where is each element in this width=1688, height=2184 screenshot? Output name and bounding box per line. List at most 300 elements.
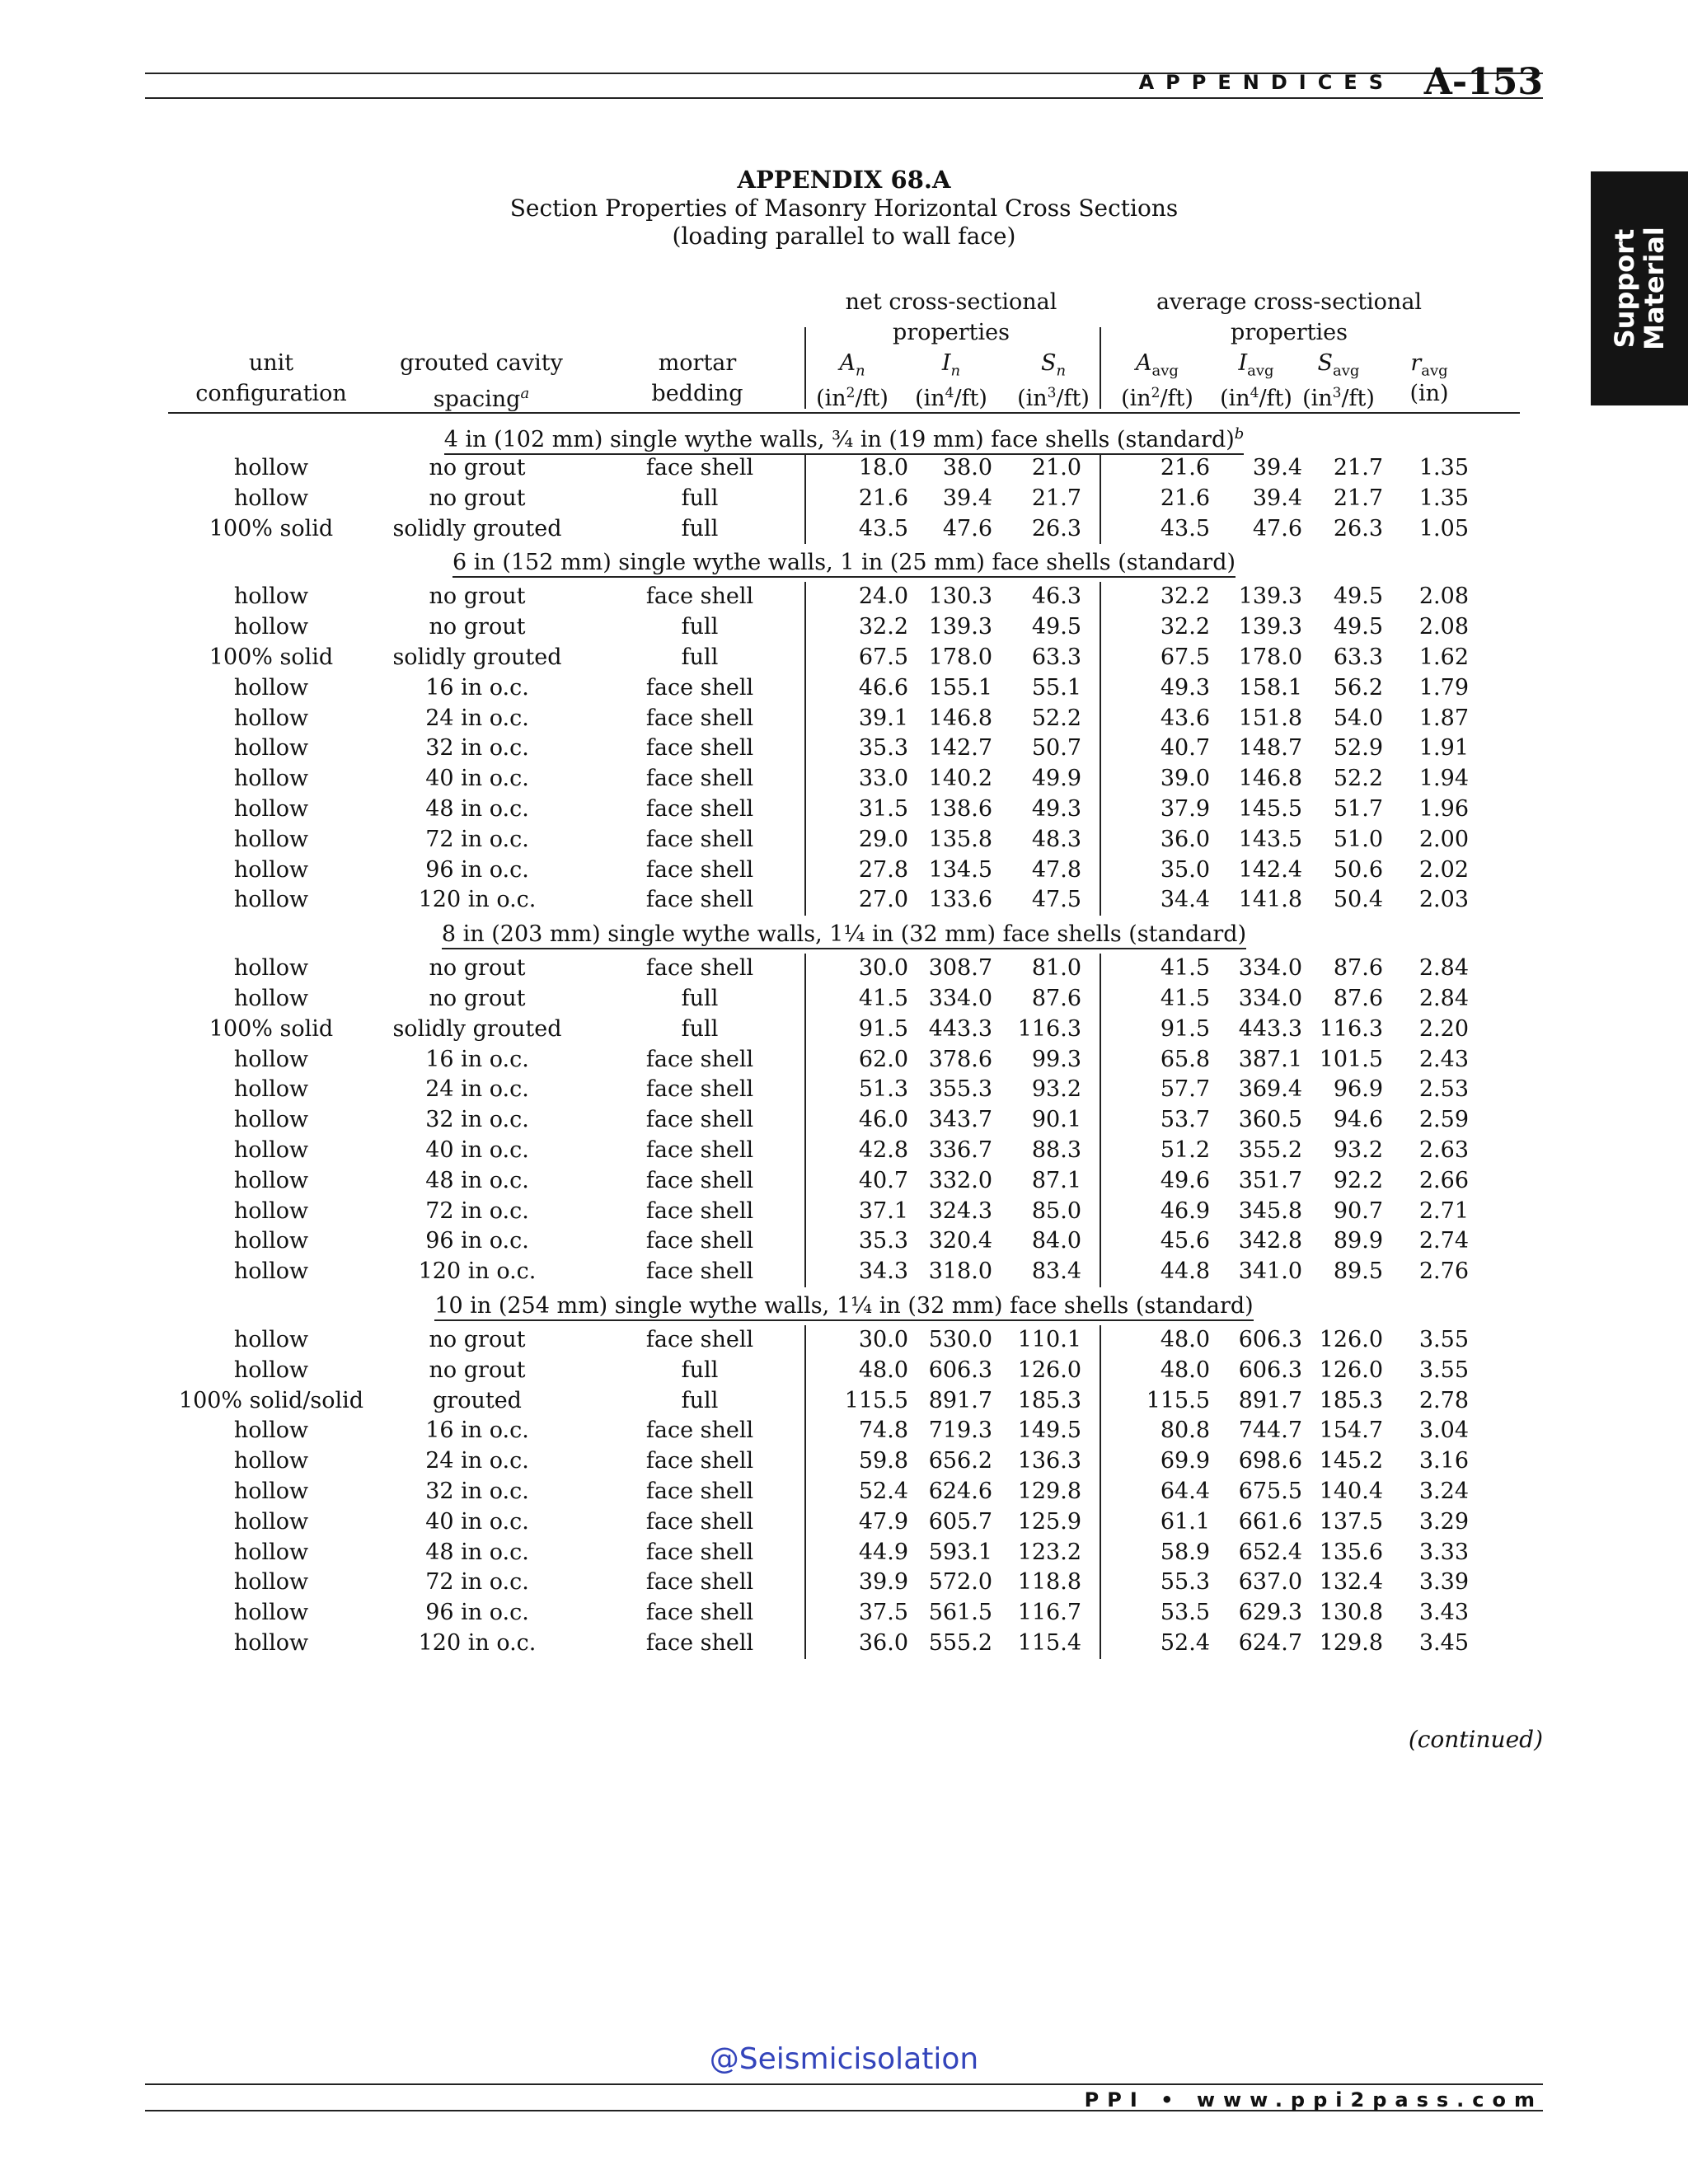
table-cell: 48.0 [858,1357,908,1383]
table-cell: 605.7 [928,1508,992,1535]
table-cell: 3.04 [1418,1418,1469,1444]
table-cell: 139.3 [928,614,992,640]
column-divider [1100,378,1101,409]
appendix-title: APPENDIX 68.A [737,166,951,194]
col-header-ravg: $r_{avg}$ [1410,350,1448,380]
table-cell: 2.03 [1418,887,1469,913]
col-header-Aavg: $(in^2/ft)$ [1121,385,1193,411]
table-cell: full [681,644,719,670]
table-cell: 345.8 [1238,1197,1302,1224]
table-cell: face shell [645,1508,754,1535]
table-cell: 63.3 [1333,644,1383,670]
table-cell: 100% solid/solid [178,1387,364,1413]
table-cell: 41.5 [1160,955,1210,982]
table-cell: 146.8 [928,705,992,731]
bottom-rule-1 [145,2083,1543,2085]
table-row [168,1166,1520,1197]
table-cell: 87.6 [1333,985,1383,1011]
table-cell: 158.1 [1238,674,1302,701]
table-cell: 50.6 [1333,856,1383,883]
column-divider [1100,453,1101,544]
table-cell: 49.3 [1160,674,1210,701]
table-cell: 530.0 [928,1326,992,1352]
table-cell: 891.7 [928,1387,992,1413]
table-cell: 57.7 [1160,1076,1210,1103]
table-cell: face shell [645,955,754,982]
table-cell: hollow [233,1600,309,1626]
table-cell: face shell [645,1046,754,1072]
table-row [168,1416,1520,1446]
column-divider [804,348,806,378]
table-cell: 606.3 [1238,1357,1302,1383]
table-cell: 661.6 [1238,1508,1302,1535]
table-cell: 41.5 [858,985,908,1011]
table-cell: 51.0 [1333,826,1383,852]
table-cell: 115.5 [844,1387,908,1413]
table-cell: face shell [645,1600,754,1626]
table-cell: 135.6 [1319,1539,1383,1565]
table-cell: 1.62 [1418,644,1469,670]
table-row [168,794,1520,825]
table-cell: 48.0 [1160,1326,1210,1352]
section-rows [168,1325,1520,1659]
table-cell: 1.87 [1418,705,1469,731]
table-cell: hollow [233,485,309,511]
table-cell: 100% solid [209,515,334,541]
page-footer: PPI • www.ppi2pass.com [1084,2088,1543,2111]
table-row [168,1538,1520,1568]
table-cell: hollow [233,826,309,852]
table-cell: 44.8 [1160,1258,1210,1285]
table-cell: full [681,485,719,511]
table-cell: face shell [645,766,754,792]
table-cell: 89.9 [1333,1228,1383,1254]
table-cell: face shell [645,1629,754,1656]
table-cell: face shell [645,1197,754,1224]
table-cell: 94.6 [1333,1107,1383,1133]
table-cell: hollow [233,614,309,640]
table-cell: 64.4 [1160,1478,1210,1504]
column-divider [1100,1325,1101,1659]
table-cell: hollow [233,1448,309,1474]
col-header-mortar: mortar [658,350,737,376]
table-cell: 2.71 [1418,1197,1469,1224]
table-cell: 55.1 [1031,674,1081,701]
footnote-marker: a [520,385,530,402]
table-cell: 698.6 [1238,1448,1302,1474]
section-heading: 10 in (254 mm) single wythe walls, 1¼ in (32 mm) face shells (standard) [168,1287,1520,1325]
table-cell: 116.7 [1017,1600,1081,1626]
table-cell: 656.2 [928,1448,992,1474]
table-cell: 24 in o.c. [425,1448,529,1474]
table-cell: 26.3 [1333,515,1383,541]
table-cell: 2.84 [1418,955,1469,982]
table-cell: 49.3 [1031,795,1081,822]
table-cell: 3.33 [1418,1539,1469,1565]
table-row [168,1226,1520,1257]
table-cell: 90.1 [1031,1107,1081,1133]
table-cell: 100% solid [209,1015,334,1042]
table-cell: 39.4 [1252,455,1302,480]
table-row [168,643,1520,673]
table-cell: 43.5 [1160,515,1210,541]
column-divider [1100,582,1101,916]
table-cell: 53.7 [1160,1107,1210,1133]
table-cell: 318.0 [928,1258,992,1285]
table-cell: 2.59 [1418,1107,1469,1133]
table-cell: 40.7 [1160,735,1210,762]
table-cell: full [681,1387,719,1413]
table-cell: 130.3 [928,583,992,610]
table-cell: 52.2 [1031,705,1081,731]
table-row [168,1629,1520,1659]
table-cell: face shell [645,705,754,731]
table-cell: 155.1 [928,674,992,701]
table-cell: no grout [429,955,526,982]
section-heading: 8 in (203 mm) single wythe walls, 1¼ in (32 mm) face shells (standard) [168,916,1520,954]
table-cell: 378.6 [928,1046,992,1072]
table-cell: 1.91 [1418,735,1469,762]
table-cell: 56.2 [1333,674,1383,701]
table-cell: 2.08 [1418,614,1469,640]
table-cell: face shell [645,856,754,883]
footnote-marker: b [1234,425,1245,443]
col-header-grouted: spacing$^a$ [433,385,530,412]
table-cell: 891.7 [1238,1387,1302,1413]
table-cell: 149.5 [1017,1418,1081,1444]
table-cell: 99.3 [1031,1046,1081,1072]
table-cell: 336.7 [928,1137,992,1163]
table-cell: 84.0 [1031,1228,1081,1254]
table-row [168,1568,1520,1598]
table-cell: 52.2 [1333,766,1383,792]
table-cell: 146.8 [1238,766,1302,792]
table-cell: hollow [233,705,309,731]
table-cell: 2.08 [1418,583,1469,610]
table-cell: 123.2 [1017,1539,1081,1565]
table-cell: 308.7 [928,955,992,982]
table-cell: 83.4 [1031,1258,1081,1285]
table-cell: 624.6 [928,1478,992,1504]
table-cell: 2.63 [1418,1137,1469,1163]
table-cell: hollow [233,1478,309,1504]
table-cell: 637.0 [1238,1569,1302,1596]
table-cell: 140.2 [928,766,992,792]
table-cell: solidly grouted [392,515,562,541]
table-cell: hollow [233,1629,309,1656]
table-row [168,1446,1520,1477]
table-cell: hollow [233,1258,309,1285]
table-cell: 63.3 [1031,644,1081,670]
table-cell: 32.2 [858,614,908,640]
table-cell: 115.4 [1017,1629,1081,1656]
section-tab-label: Support Material [1609,227,1670,350]
table-cell: hollow [233,1539,309,1565]
table-cell: face shell [645,1076,754,1103]
table-cell: 21.7 [1031,485,1081,511]
table-cell: 145.2 [1319,1448,1383,1474]
table-cell: 443.3 [928,1015,992,1042]
page-number: A-153 [1423,61,1543,103]
table-cell: 41.5 [1160,985,1210,1011]
table-cell: 154.7 [1319,1418,1383,1444]
table-cell: 36.0 [858,1629,908,1656]
table-cell: 38.0 [942,455,992,480]
table-row [168,673,1520,704]
table-cell: 40 in o.c. [425,1508,529,1535]
table-cell: face shell [645,1326,754,1352]
table-cell: face shell [645,1448,754,1474]
table-cell: 2.78 [1418,1387,1469,1413]
table-cell: 137.5 [1319,1508,1383,1535]
table-row [168,582,1520,612]
table-cell: 92.2 [1333,1167,1383,1193]
table-cell: 1.94 [1418,766,1469,792]
table-cell: face shell [645,795,754,822]
table-cell: 110.1 [1017,1326,1081,1352]
table-cell: 134.5 [928,856,992,883]
table-row [168,514,1520,545]
table-cell: 443.3 [1238,1015,1302,1042]
table-cell: 55.3 [1160,1569,1210,1596]
table-cell: no grout [429,1357,526,1383]
table-cell: 46.0 [858,1107,908,1133]
table-cell: 39.9 [858,1569,908,1596]
header-group-row [168,317,1520,348]
table-cell: 96 in o.c. [425,1600,529,1626]
table-cell: 96.9 [1333,1076,1383,1103]
table-cell: 142.7 [928,735,992,762]
section-heading: 6 in (152 mm) single wythe walls, 1 in (25 mm) face shells (standard) [168,544,1520,582]
table-cell: 652.4 [1238,1539,1302,1565]
table-cell: 87.6 [1333,955,1383,982]
table-cell: hollow [233,1107,309,1133]
table-cell: 32 in o.c. [425,735,529,762]
table-cell: solidly grouted [392,1015,562,1042]
table-cell: 21.7 [1333,485,1383,511]
table-cell: 136.3 [1017,1448,1081,1474]
table-cell: 61.1 [1160,1508,1210,1535]
table-cell: 37.5 [858,1600,908,1626]
table-cell: 3.55 [1418,1326,1469,1352]
table-cell: 87.1 [1031,1167,1081,1193]
table-cell: hollow [233,1357,309,1383]
table-cell: 46.9 [1160,1197,1210,1224]
table-cell: 52.4 [1160,1629,1210,1656]
table-cell: 334.0 [928,985,992,1011]
table-cell: 34.4 [1160,887,1210,913]
table-cell: 369.4 [1238,1076,1302,1103]
table-cell: 16 in o.c. [425,674,529,701]
table-cell: 39.1 [858,705,908,731]
table-cell: 324.3 [928,1197,992,1224]
table-cell: 3.24 [1418,1478,1469,1504]
table-cell: 2.43 [1418,1046,1469,1072]
table-cell: 48.3 [1031,826,1081,852]
table-cell: solidly grouted [392,644,562,670]
table-cell: 93.2 [1031,1076,1081,1103]
table-cell: 139.3 [1238,583,1302,610]
table-cell: 185.3 [1017,1387,1081,1413]
table-cell: 90.7 [1333,1197,1383,1224]
table-cell: 72 in o.c. [425,1197,529,1224]
table-cell: 1.96 [1418,795,1469,822]
table-cell: 342.8 [1238,1228,1302,1254]
table-cell: face shell [645,1258,754,1285]
table-cell: 2.84 [1418,985,1469,1011]
table-cell: 21.7 [1333,455,1383,480]
table-cell: 85.0 [1031,1197,1081,1224]
avg-group-header: properties [1231,320,1348,345]
table-cell: hollow [233,955,309,982]
table-cell: 606.3 [928,1357,992,1383]
table-cell: 21.0 [1031,455,1081,480]
watermark: @Seismicisolation [709,2042,979,2076]
col-header-unit: configuration [195,381,347,406]
col-header-grouted: grouted cavity [400,350,563,376]
table-cell: 31.5 [858,795,908,822]
table-cell: 145.5 [1238,795,1302,822]
table-cell: 29.0 [858,826,908,852]
table-cell: 135.8 [928,826,992,852]
table-cell: hollow [233,1076,309,1103]
table-cell: face shell [645,887,754,913]
table-cell: 62.0 [858,1046,908,1072]
table-cell: 3.16 [1418,1448,1469,1474]
table-row [168,1075,1520,1105]
table-cell: 139.3 [1238,614,1302,640]
table-row [168,1598,1520,1629]
table-cell: 48 in o.c. [425,795,529,822]
column-divider [1100,954,1101,1287]
table-cell: 40.7 [858,1167,908,1193]
table-cell: 120 in o.c. [418,887,537,913]
section-rows [168,453,1520,544]
table-cell: 355.2 [1238,1137,1302,1163]
table-cell: 54.0 [1333,705,1383,731]
table-cell: 178.0 [1238,644,1302,670]
table-cell: 43.5 [858,515,908,541]
table-cell: 334.0 [1238,985,1302,1011]
table-row [168,1325,1520,1356]
table-cell: 593.1 [928,1539,992,1565]
table-row [168,954,1520,984]
table-cell: hollow [233,985,309,1011]
net-group-header: net cross-sectional [845,289,1057,315]
table-cell: 47.5 [1031,887,1081,913]
table-cell: hollow [233,1569,309,1596]
table-cell: 43.6 [1160,705,1210,731]
table-row [168,1015,1520,1045]
table-cell: 49.5 [1333,614,1383,640]
col-header-In: $(in^4/ft)$ [915,385,987,411]
table-cell: hollow [233,1197,309,1224]
table-cell: 2.00 [1418,826,1469,852]
table-cell: hollow [233,674,309,701]
table-cell: 2.74 [1418,1228,1469,1254]
table-cell: no grout [429,1326,526,1352]
table-cell: 39.0 [1160,766,1210,792]
table-cell: hollow [233,887,309,913]
table-cell: 148.7 [1238,735,1302,762]
table-cell: 120 in o.c. [418,1629,537,1656]
table-cell: 143.5 [1238,826,1302,852]
table-cell: 129.8 [1017,1478,1081,1504]
table-row [168,984,1520,1015]
running-header: APPENDICES [1138,71,1395,94]
table-cell: 130.8 [1319,1600,1383,1626]
table-cell: 140.4 [1319,1478,1383,1504]
table-body [168,415,1520,1659]
table-cell: no grout [429,985,526,1011]
table-cell: 101.5 [1319,1046,1383,1072]
table-cell: full [681,985,719,1011]
table-cell: 21.6 [1160,455,1210,480]
table-cell: 59.8 [858,1448,908,1474]
table-cell: face shell [645,1478,754,1504]
table-cell: 1.35 [1418,485,1469,511]
table-row [168,1105,1520,1136]
section-rows [168,582,1520,916]
table-cell: 91.5 [858,1015,908,1042]
table-cell: 561.5 [928,1600,992,1626]
table-cell: 1.05 [1418,515,1469,541]
table-cell: 52.9 [1333,735,1383,762]
table-row [168,1507,1520,1538]
table-row [168,885,1520,916]
table-cell: 132.4 [1319,1569,1383,1596]
table-row [168,764,1520,794]
table-cell: 58.9 [1160,1539,1210,1565]
table-cell: 624.7 [1238,1629,1302,1656]
table-cell: 141.8 [1238,887,1302,913]
table-cell: hollow [233,735,309,762]
table-cell: 81.0 [1031,955,1081,982]
table-cell: 69.9 [1160,1448,1210,1474]
col-header-Iavg: $I_{avg}$ [1238,350,1274,380]
table-cell: 343.7 [928,1107,992,1133]
table-cell: 320.4 [928,1228,992,1254]
table-row [168,855,1520,886]
table-cell: face shell [645,1167,754,1193]
appendix-subtitle: Section Properties of Masonry Horizontal Cross Sections [509,194,1179,222]
table-cell: 3.29 [1418,1508,1469,1535]
table-cell: 3.39 [1418,1569,1469,1596]
table-cell: 49.5 [1333,583,1383,610]
column-divider [804,954,806,1287]
col-header-unit: unit [248,350,294,376]
table-cell: 355.3 [928,1076,992,1103]
table-row [168,1477,1520,1507]
table-cell: 151.8 [1238,705,1302,731]
column-divider [804,453,806,544]
table-cell: face shell [645,1569,754,1596]
table-cell: 51.2 [1160,1137,1210,1163]
table-cell: 91.5 [1160,1015,1210,1042]
table-cell: 35.3 [858,1228,908,1254]
col-header-ravg: (in) [1409,381,1449,406]
table-cell: 2.02 [1418,856,1469,883]
table-cell: 100% solid [209,644,334,670]
table-cell: face shell [645,455,754,480]
table-cell: 24 in o.c. [425,705,529,731]
table-cell: hollow [233,583,309,610]
appendix-title-block [0,165,1688,251]
table-cell: face shell [645,1137,754,1163]
avg-group-header: average cross-sectional [1156,289,1423,315]
col-header-Aavg: $A_{avg}$ [1136,350,1179,380]
table-cell: 387.1 [1238,1046,1302,1072]
